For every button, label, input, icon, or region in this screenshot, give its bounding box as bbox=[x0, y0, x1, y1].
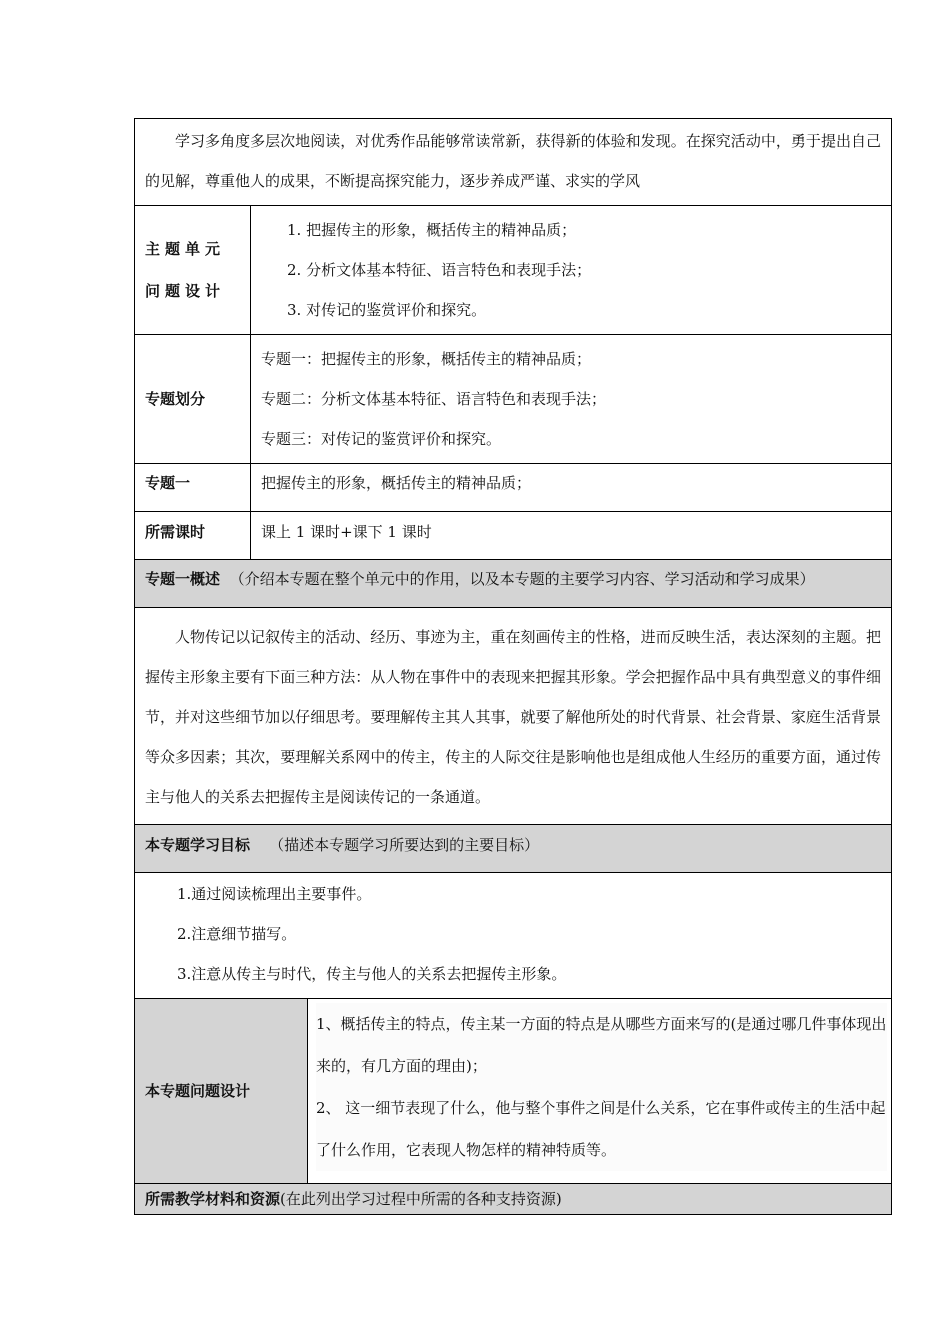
unit-question-item: 2. 分析文体基本特征、语言特色和表现手法； bbox=[287, 261, 592, 279]
topic-questions-box bbox=[316, 1003, 887, 1171]
class-hours-label: 所需课时 bbox=[145, 522, 206, 541]
topic-question-item: 2、 这一细节表现了什么，他与整个事件之间是什么关系，它在事件或传主的生活中起了什么作用，它表现人物怎样的精神特质等。 bbox=[316, 1099, 886, 1159]
topic-division-item: 专题三：对传记的鉴赏评价和探究。 bbox=[261, 430, 502, 448]
topic-questions-label: 本专题问题设计 bbox=[145, 1082, 251, 1100]
materials-header bbox=[135, 1185, 891, 1213]
goal-item: 1.通过阅读梳理出主要事件。 bbox=[177, 884, 372, 903]
materials-label: 所需教学材料和资源 bbox=[145, 1190, 281, 1208]
unit-questions-label: 主题单元问题设计 bbox=[145, 240, 226, 300]
topic-division-row bbox=[135, 335, 892, 464]
intro-row bbox=[135, 119, 892, 206]
topic-division-item: 专题一：把握传主的形象，概括传主的精神品质； bbox=[261, 350, 592, 368]
topic-one-label: 专题一 bbox=[145, 473, 191, 492]
overview-note: （介绍本专题在整个单元中的作用，以及本专题的主要学习内容、学习活动和学习成果） bbox=[229, 569, 815, 588]
goals-header bbox=[135, 827, 891, 863]
overview-header bbox=[135, 561, 891, 597]
lesson-plan-table bbox=[134, 118, 892, 1215]
overview-text-row bbox=[135, 608, 892, 825]
topic-one-value: 把握传主的形象，概括传主的精神品质； bbox=[261, 473, 532, 492]
unit-questions-row bbox=[135, 206, 892, 335]
topic-division-label: 专题划分 bbox=[145, 390, 206, 408]
overview-label: 专题一概述 bbox=[145, 569, 221, 588]
topic-division-list bbox=[251, 339, 891, 459]
unit-questions-list bbox=[251, 210, 891, 330]
overview-text: 人物传记以记叙传主的活动、经历、事迹为主，重在刻画传主的性格，进而反映生活，表达深刻的主题。把握传主形象主要有下面三种方法：从人物在事件中的表现来把握其形象。学会把握作品中具有典型意义的事件细节，并对这些细节加以仔细思考。要理解传主其人其事，就要了解他所处的时代背景、社会背景、家庭生活背景等众多因素；其次，要理解关系网中的传主，传主的人际交往是影响他也是组成他人生经历的重要方面，通过传主与他人的关系去把握传主是阅读传记的一条通道。 bbox=[145, 628, 882, 806]
class-hours-value: 课上 1 课时+课下 1 课时 bbox=[261, 522, 432, 541]
unit-question-item: 3. 对传记的鉴赏评价和探究。 bbox=[287, 301, 487, 319]
topic-division-item: 专题二：分析文体基本特征、语言特色和表现手法； bbox=[261, 390, 607, 408]
topic-questions-row bbox=[135, 999, 892, 1184]
goals-list bbox=[135, 874, 891, 994]
goals-note: （描述本专题学习所要达到的主要目标） bbox=[269, 835, 540, 854]
materials-note: (在此列出学习过程中所需的各种支持资源) bbox=[280, 1190, 562, 1208]
goal-item: 2.注意细节描写。 bbox=[177, 924, 297, 943]
materials-header-row bbox=[135, 1184, 892, 1215]
goals-list-row bbox=[135, 873, 892, 999]
intro-paragraph: 学习多角度多层次地阅读，对优秀作品能够常读常新，获得新的体验和发现。在探究活动中，勇于提出自己的见解，尊重他人的成果，不断提高探究能力，逐步养成严谨、求实的学风 bbox=[145, 132, 882, 190]
goals-header-row bbox=[135, 825, 892, 873]
class-hours-row bbox=[135, 512, 892, 560]
goal-item: 3.注意从传主与时代，传主与他人的关系去把握传主形象。 bbox=[177, 964, 567, 983]
goals-label: 本专题学习目标 bbox=[145, 835, 251, 854]
topic-question-item: 1、概括传主的特点，传主某一方面的特点是从哪些方面来写的(是通过哪几件事体现出来的，有几方面的理由)； bbox=[316, 1015, 887, 1075]
overview-header-row bbox=[135, 560, 892, 608]
topic-one-row bbox=[135, 464, 892, 512]
unit-question-item: 1. 把握传主的形象，概括传主的精神品质； bbox=[287, 221, 577, 239]
lesson-plan-document bbox=[134, 118, 891, 1215]
